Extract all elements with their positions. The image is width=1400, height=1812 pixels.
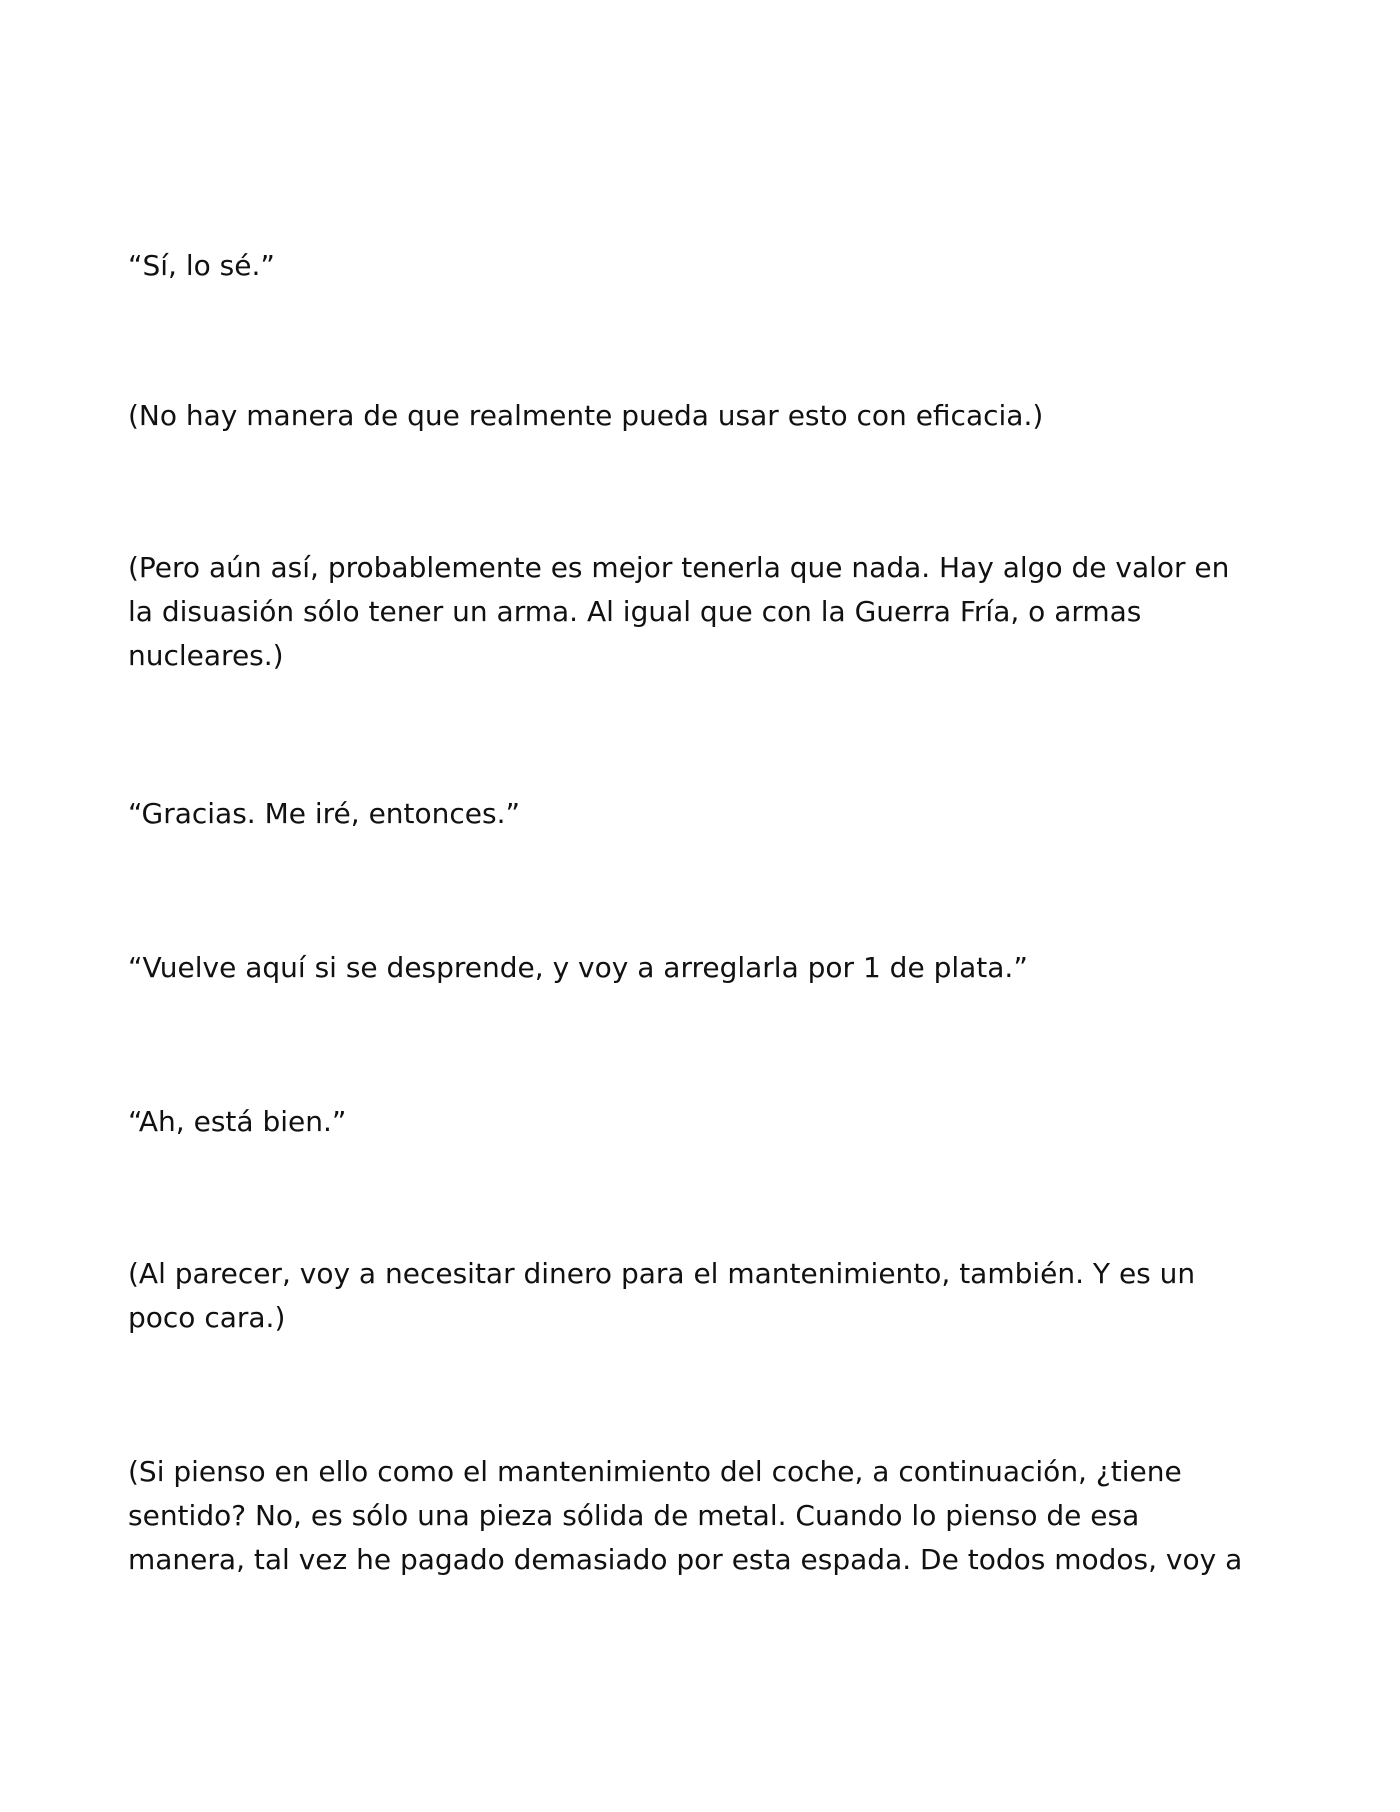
paragraph-2 — [128, 394, 1288, 438]
paragraph-4 — [128, 792, 1288, 836]
paragraph-1-line-1: “Sí, lo sé.” — [128, 249, 275, 282]
paragraph-7-line-2: poco cara.) — [128, 1301, 286, 1334]
paragraph-3-line-1: (Pero aún así, probablemente es mejor tenerla que nada. Hay algo de valor en — [128, 551, 1230, 584]
paragraph-7-line-1: (Al parecer, voy a necesitar dinero para el mantenimiento, también. Y es un — [128, 1257, 1196, 1290]
paragraph-7 — [128, 1252, 1288, 1340]
paragraph-8-line-1: (Si pienso en ello como el mantenimiento del coche, a continuación, ¿tiene — [128, 1455, 1182, 1488]
paragraph-5-line-1: “Vuelve aquí si se desprende, y voy a arreglarla por 1 de plata.” — [128, 951, 1028, 984]
paragraph-6 — [128, 1100, 1288, 1144]
paragraph-8-line-2: sentido? No, es sólo una pieza sólida de metal. Cuando lo pienso de esa — [128, 1499, 1140, 1532]
paragraph-1 — [128, 244, 1288, 288]
paragraph-3 — [128, 546, 1288, 678]
paragraph-3-line-3: nucleares.) — [128, 639, 284, 672]
paragraph-8-line-3: manera, tal vez he pagado demasiado por esta espada. De todos modos, voy a — [128, 1543, 1243, 1576]
paragraph-2-line-1: (No hay manera de que realmente pueda usar esto con eficacia.) — [128, 399, 1044, 432]
paragraph-6-line-1: “Ah, está bien.” — [128, 1105, 347, 1138]
paragraph-8 — [128, 1450, 1288, 1582]
paragraph-3-line-2: la disuasión sólo tener un arma. Al igual que con la Guerra Fría, o armas — [128, 595, 1142, 628]
paragraph-5 — [128, 946, 1288, 990]
paragraph-4-line-1: “Gracias. Me iré, entonces.” — [128, 797, 521, 830]
